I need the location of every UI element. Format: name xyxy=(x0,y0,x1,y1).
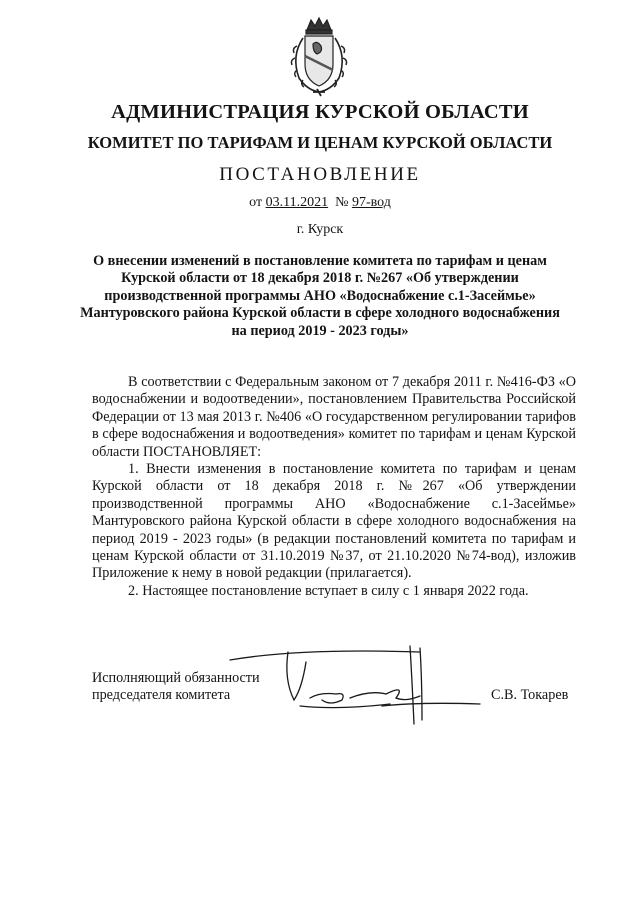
signatory-position: Исполняющий обязанности председателя комитета xyxy=(92,670,260,704)
coat-of-arms-icon xyxy=(287,16,351,98)
document-body xyxy=(92,374,576,600)
organization-title: АДМИНИСТРАЦИЯ КУРСКОЙ ОБЛАСТИ xyxy=(111,101,529,123)
committee-title: КОМИТЕТ ПО ТАРИФАМ И ЦЕНАМ КУРСКОЙ ОБЛАСТИ xyxy=(87,133,553,152)
number-prefix: № xyxy=(335,195,349,210)
paragraph-item-1: 1. Внести изменения в постановление комитета по тарифам и ценам Курской области от 18 декабря 2018 г. №267 «Об утверждении производственной программы АНО «Водоснабжение с.1-Засеймье» Мантуровского района Курской области в сфере холодного водоснабжения на период 2019 - 2023 годы» (в редакции постановлений комитета по тарифам и ценам Курской области от 31.10.2019 №37, от 21.10.2020 №74-вод), изложив Приложение к нему в новой редакции (прилагается). xyxy=(92,461,576,582)
date-prefix: от xyxy=(249,195,263,210)
document-type: ПОСТАНОВЛЕНИЕ xyxy=(219,164,421,185)
document-date: 03.11.2021 xyxy=(265,195,329,210)
handwritten-signature xyxy=(210,640,490,730)
city: г. Курск xyxy=(296,222,344,237)
document-subject: О внесении изменений в постановление комитета по тарифам и ценам Курской области от 18 декабря 2018 г. №267 «Об утверждении производственной программы АНО «Водоснабжение с.1-Засеймье» Мантуровского района Курской области в сфере холодного водоснабжения на период 2019 - 2023 годы» xyxy=(80,253,560,339)
paragraph-preamble: В соответствии с Федеральным законом от 7 декабря 2011 г. №416-ФЗ «О водоснабжении и водоотведении», постановлением Правительства Российской Федерации от 13 мая 2013 г. №406 «О государственном регулировании тарифов в сфере водоснабжения и водоотведения» комитет по тарифам и ценам Курской области ПОСТАНОВЛЯЕТ: xyxy=(92,374,576,460)
date-line xyxy=(0,195,640,211)
resolves-word: ПОСТАНОВЛЯЕТ: xyxy=(142,443,262,460)
paragraph-item-2: 2. Настоящее постановление вступает в силу с 1 января 2022 года. xyxy=(128,582,529,599)
document-number: 97-вод xyxy=(351,195,391,210)
signatory-name: С.В. Токарев xyxy=(491,687,569,703)
